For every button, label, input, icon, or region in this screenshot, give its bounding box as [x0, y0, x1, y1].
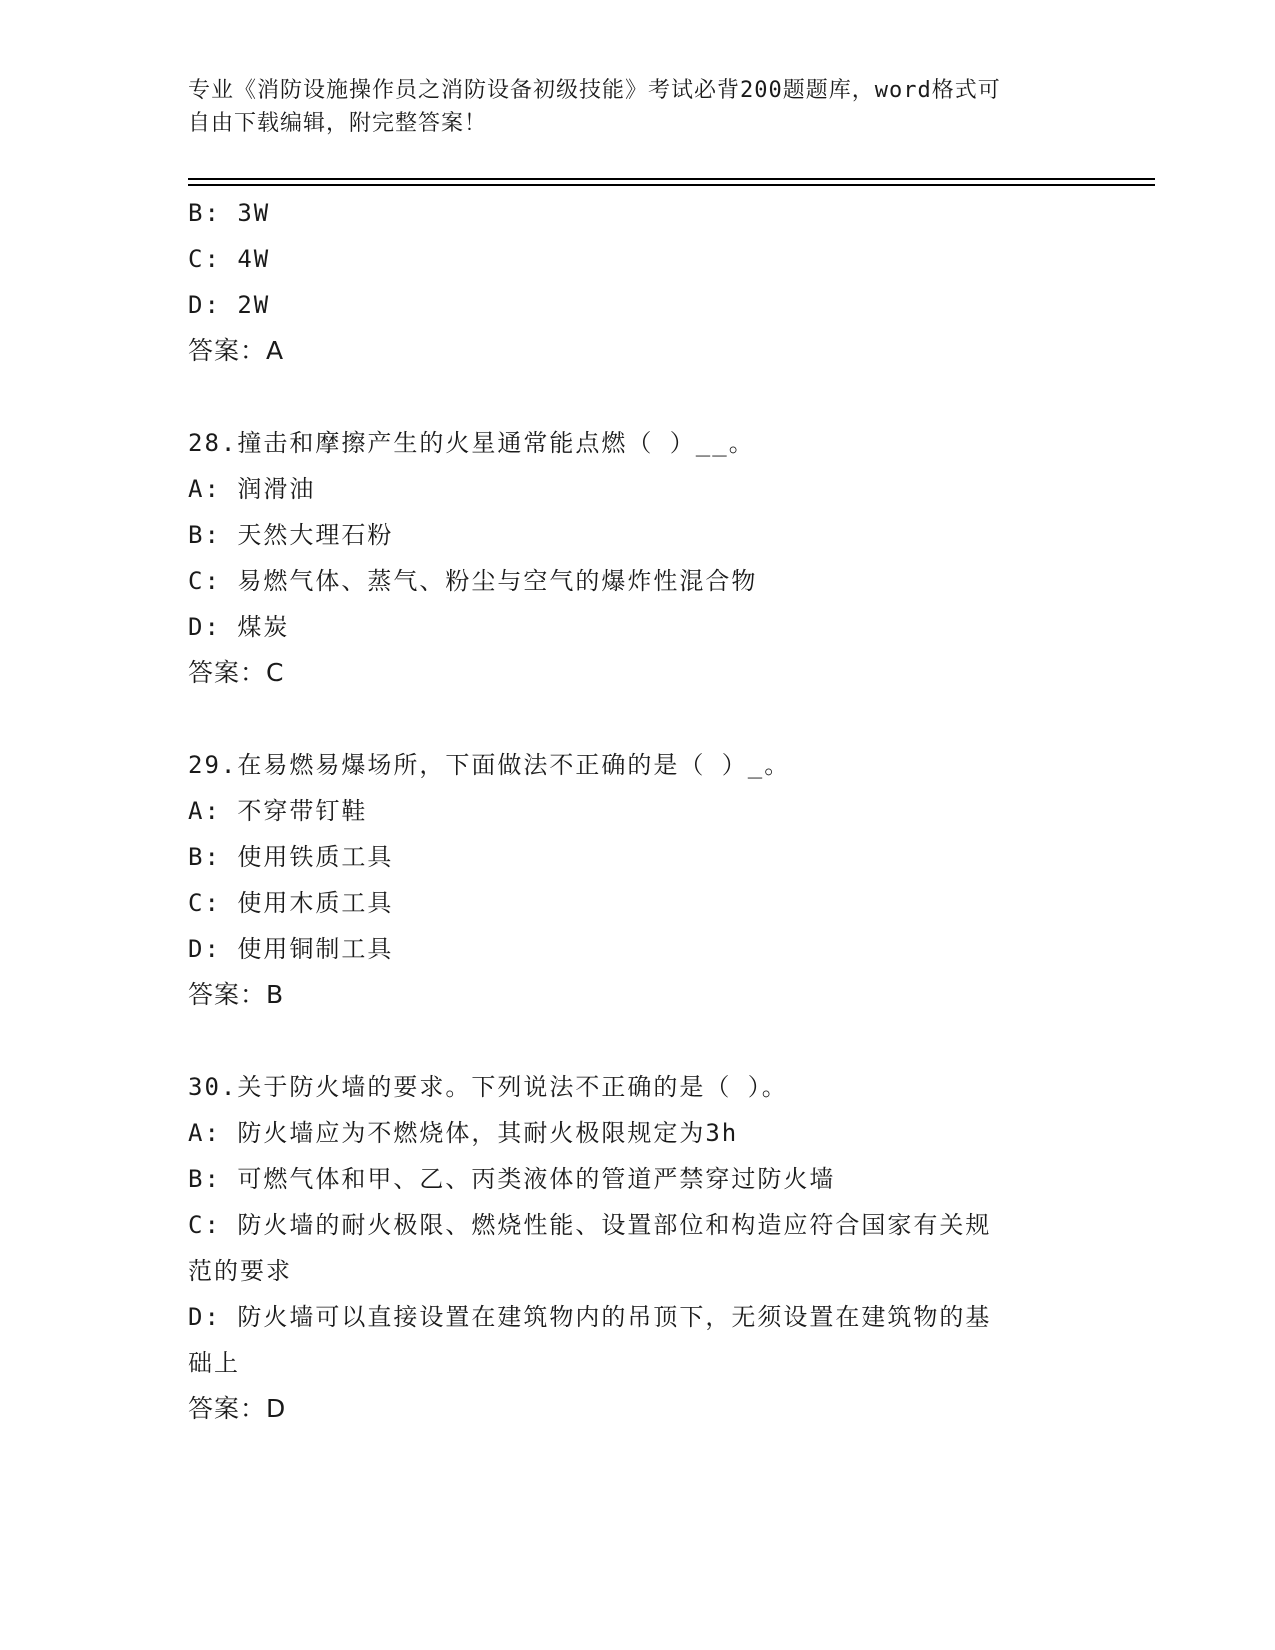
q30-option-c-line-2: 范的要求 — [188, 1257, 292, 1285]
question-28-block — [188, 420, 1088, 696]
question-list — [188, 190, 1088, 1432]
header-divider-top — [188, 178, 1155, 180]
q27-option-d: D: 2W — [188, 291, 271, 319]
q29-option-a: A: 不穿带钉鞋 — [188, 797, 368, 825]
question-29-block — [188, 742, 1088, 1018]
q28-option-b: B: 天然大理石粉 — [188, 521, 394, 549]
q30-option-c-line-1: C: 防火墙的耐火极限、燃烧性能、设置部位和构造应符合国家有关规 — [188, 1211, 992, 1239]
q30-option-d-line-2: 础上 — [188, 1349, 240, 1377]
q29-option-c: C: 使用木质工具 — [188, 889, 394, 917]
q27-answer: 答案：A — [188, 336, 285, 365]
q28-option-c: C: 易燃气体、蒸气、粉尘与空气的爆炸性混合物 — [188, 567, 758, 595]
spacer — [188, 696, 1088, 742]
q27-option-c: C: 4W — [188, 245, 271, 273]
q30-answer: 答案：D — [188, 1394, 287, 1423]
header-divider-bottom — [188, 184, 1155, 186]
q30-question: 30.关于防火墙的要求。下列说法不正确的是（ ）。 — [188, 1073, 788, 1101]
q30-option-d-line-1: D: 防火墙可以直接设置在建筑物内的吊顶下，无须设置在建筑物的基 — [188, 1303, 992, 1331]
q28-question: 28.撞击和摩擦产生的火星通常能点燃（ ）__。 — [188, 429, 755, 457]
q27-option-b: B: 3W — [188, 199, 271, 227]
q28-answer: 答案：C — [188, 658, 285, 687]
spacer — [188, 374, 1088, 420]
question-27-block — [188, 190, 1088, 374]
header-title-line-2: 自由下载编辑，附完整答案！ — [188, 111, 488, 136]
q29-answer: 答案：B — [188, 980, 285, 1009]
q30-option-b: B: 可燃气体和甲、乙、丙类液体的管道严禁穿过防火墙 — [188, 1165, 836, 1193]
spacer — [188, 1018, 1088, 1064]
q29-option-b: B: 使用铁质工具 — [188, 843, 394, 871]
q29-question: 29.在易燃易爆场所，下面做法不正确的是（ ）_。 — [188, 751, 791, 779]
document-header — [188, 74, 1068, 140]
q29-option-d: D: 使用铜制工具 — [188, 935, 394, 963]
q28-option-d: D: 煤炭 — [188, 613, 290, 641]
question-30-block — [188, 1064, 1088, 1432]
q28-option-a: A: 润滑油 — [188, 475, 316, 503]
q30-option-a: A: 防火墙应为不燃烧体，其耐火极限规定为3h — [188, 1119, 739, 1147]
header-title-line-1: 专业《消防设施操作员之消防设备初级技能》考试必背200题题库，word格式可 — [188, 78, 1001, 103]
